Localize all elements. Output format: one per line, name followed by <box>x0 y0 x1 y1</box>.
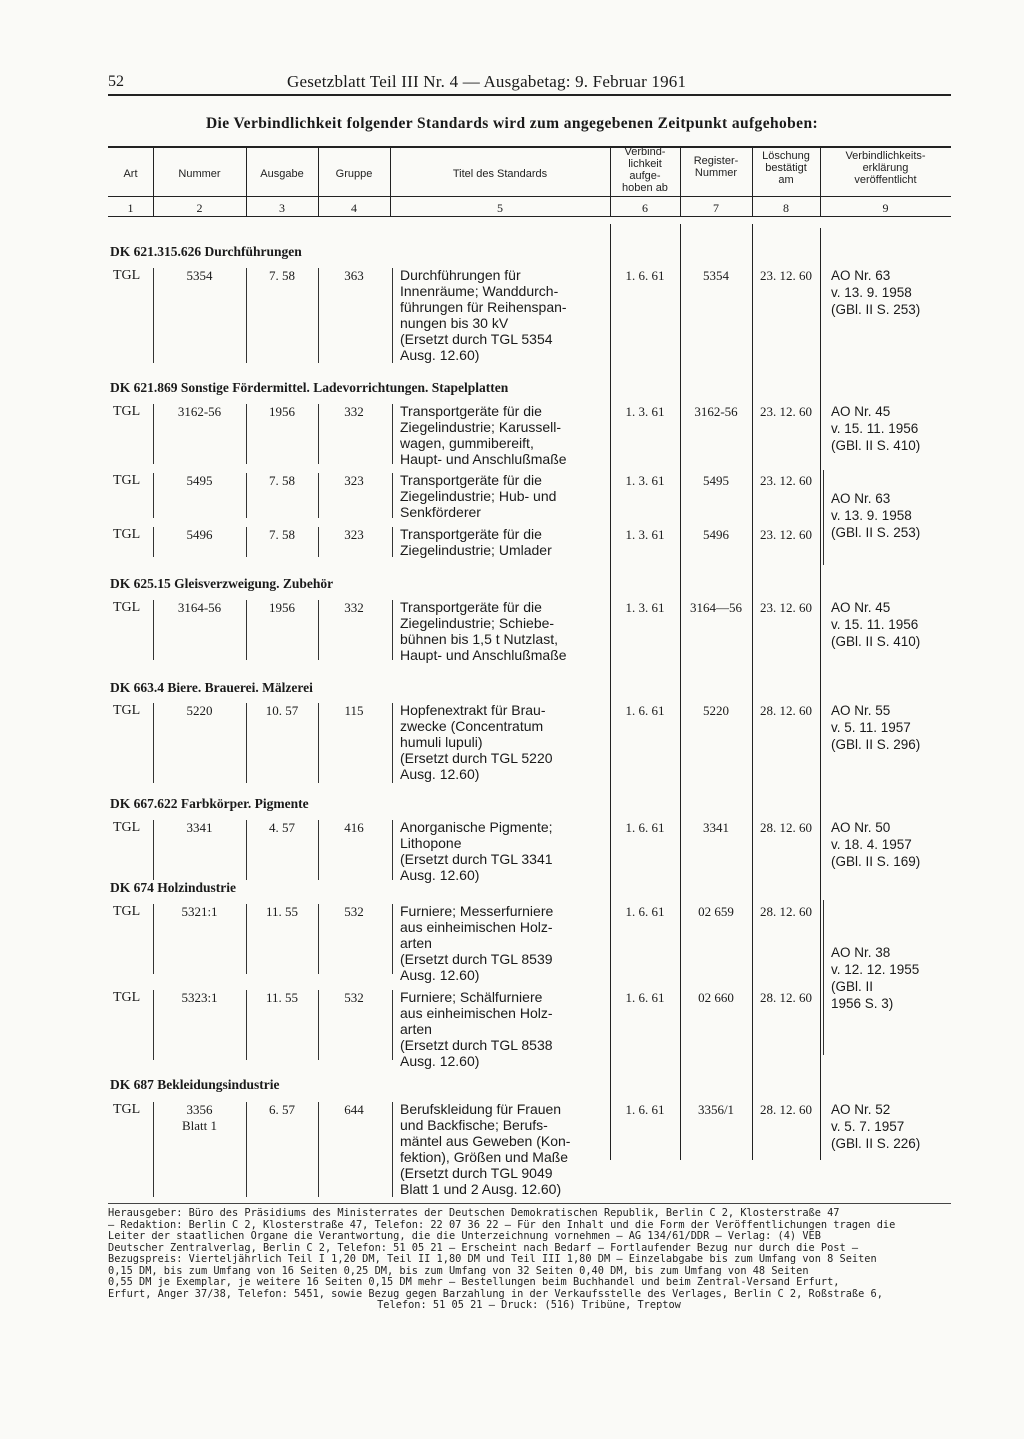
titel-line: Ausg. 12.60) <box>400 766 480 782</box>
row-divider <box>153 820 154 880</box>
cell-art: TGL <box>113 904 141 919</box>
row-divider <box>153 404 154 464</box>
titel-line: (Ersetzt durch TGL 8538 <box>400 1037 553 1053</box>
row-divider <box>246 268 247 363</box>
column-divider <box>820 228 821 1160</box>
titel-line: Transportgeräte für die <box>400 403 542 419</box>
publication-line: AO Nr. 63 <box>831 491 891 506</box>
row-divider <box>246 904 247 974</box>
row-divider <box>246 527 247 557</box>
cell-nummer: 5323:1 <box>181 990 218 1005</box>
table-top-rule <box>108 146 951 148</box>
row-divider <box>246 820 247 880</box>
column-header: Ausgabe <box>260 168 304 180</box>
cell-titel <box>400 702 553 782</box>
titel-line: (Ersetzt durch TGL 9049 <box>400 1165 553 1181</box>
titel-line: Ziegelindustrie; Umlader <box>400 542 552 558</box>
column-header: Art <box>123 168 138 180</box>
row-divider <box>392 1102 393 1197</box>
cell-register: 02 659 <box>698 904 734 919</box>
publication-line: v. 5. 7. 1957 <box>831 1119 905 1134</box>
footer-rule <box>108 1203 951 1204</box>
cell-art: TGL <box>113 473 141 488</box>
titel-line: (Ersetzt durch TGL 5220 <box>400 750 553 766</box>
titel-line: Senkförderer <box>400 504 481 520</box>
publication-line: AO Nr. 38 <box>831 945 891 960</box>
row-divider <box>318 268 319 363</box>
imprint-line: Herausgeber: Büro des Präsidiums des Ministerrates der Deutschen Demokratischen Republik, Berlin C 2, Klosterstraße 47 <box>108 1207 840 1219</box>
titel-line: Lithopone <box>400 835 462 851</box>
row-divider <box>246 1102 247 1197</box>
column-number: 6 <box>642 201 648 215</box>
cell-register: 5496 <box>703 527 729 542</box>
section-heading: DK 663.4 Biere. Brauerei. Mälzerei <box>110 680 313 695</box>
publication-line: (GBl. II S. 169) <box>831 854 921 869</box>
cell-titel <box>400 472 556 520</box>
row-divider <box>392 473 393 518</box>
titel-line: Ausg. 12.60) <box>400 1053 480 1069</box>
row-divider <box>318 703 319 783</box>
titel-line: und Backfische; Berufs- <box>400 1117 548 1133</box>
row-divider <box>392 904 393 974</box>
cell-nummer: 5354 <box>186 268 213 283</box>
cell-nummer: 5321:1 <box>181 904 218 919</box>
cell-nummer: 3341 <box>186 820 213 835</box>
row-divider <box>246 473 247 518</box>
cell-register: 02 660 <box>698 990 734 1005</box>
titel-line: Blatt 1 und 2 Ausg. 12.60) <box>400 1181 562 1197</box>
group-brace <box>823 900 829 1055</box>
imprint <box>108 1208 950 1312</box>
row-divider <box>392 703 393 783</box>
titel-line: nungen bis 30 kV <box>400 315 509 331</box>
cell-ausgabe: 10. 57 <box>265 703 299 718</box>
cell-titel <box>400 403 567 467</box>
row-divider <box>153 527 154 557</box>
cell-loeschung: 23. 12. 60 <box>760 404 812 419</box>
publication-line: (GBl. II S. 410) <box>831 438 921 453</box>
cell-ausgabe: 11. 55 <box>265 990 299 1005</box>
row-divider <box>153 473 154 518</box>
titel-line: humuli lupuli) <box>400 734 483 750</box>
row-divider <box>153 904 154 974</box>
cell-gruppe: 332 <box>344 600 364 615</box>
titel-line: Ausg. 12.60) <box>400 347 480 363</box>
cell-loeschung: 28. 12. 60 <box>760 820 812 835</box>
publication-line: (GBl. II <box>831 979 874 994</box>
titel-line: wagen, gummibereift, <box>400 435 534 451</box>
row-divider <box>318 904 319 974</box>
imprint-line: Telefon: 51 05 21 — Druck: (516) Tribüne, Treptow <box>377 1299 681 1311</box>
titel-line: führungen für Reihenspan- <box>400 299 567 315</box>
cell-veroeffentlicht <box>831 267 920 318</box>
imprint-line: — Redaktion: Berlin C 2, Klosterstraße 47, Telefon: 22 07 36 22 — Für den Inhalt und die Form der Veröffentlichungen tragen die <box>108 1218 896 1231</box>
titel-line: arten <box>400 935 432 951</box>
row-divider <box>318 473 319 518</box>
column-header: Verbindlichkeits- erklärung veröffentlicht <box>845 150 926 186</box>
cell-aufgehoben: 1. 3. 61 <box>625 473 665 488</box>
row-divider <box>318 990 319 1060</box>
publication-line: AO Nr. 52 <box>831 1102 891 1117</box>
cell-art: TGL <box>113 1102 141 1117</box>
row-divider <box>246 404 247 464</box>
row-divider <box>392 820 393 880</box>
column-header: Register- Nummer <box>693 155 739 179</box>
imprint-line: 0,15 DM, bis zum Umfang von 16 Seiten 0,25 DM, bis zum Umfang von 32 Seiten 0,40 DM, bis zum Umfang von 48 Seiten <box>108 1264 809 1277</box>
column-number: 7 <box>713 201 719 215</box>
column-divider <box>752 224 753 1160</box>
cell-nummer: 5220 <box>186 703 213 718</box>
publication-line: v. 13. 9. 1958 <box>831 508 912 523</box>
cell-ausgabe: 1956 <box>269 600 295 615</box>
publication-line: v. 5. 11. 1957 <box>831 720 911 735</box>
column-header: Gruppe <box>335 168 373 180</box>
cell-titel <box>400 1101 570 1197</box>
cell-register: 5220 <box>703 703 729 718</box>
cell-aufgehoben: 1. 6. 61 <box>625 990 665 1005</box>
cell-veroeffentlicht <box>831 819 920 870</box>
titel-line: (Ersetzt durch TGL 5354 <box>400 331 553 347</box>
column-number: 4 <box>351 201 357 215</box>
cell-veroeffentlicht <box>831 599 920 650</box>
row-divider <box>153 600 154 660</box>
row-divider <box>318 527 319 557</box>
row-divider <box>392 404 393 464</box>
section-heading: DK 687 Bekleidungsindustrie <box>110 1077 280 1092</box>
cell-gruppe: 532 <box>344 990 364 1005</box>
cell-aufgehoben: 1. 6. 61 <box>625 268 665 283</box>
header-rule <box>108 94 951 96</box>
titel-line: Hopfenextrakt für Brau- <box>400 702 546 718</box>
titel-line: bühnen bis 1,5 t Nutzlast, <box>400 631 558 647</box>
column-header: Verbind- lichkeit aufge- hoben ab <box>622 146 668 194</box>
publication-line: (GBl. II S. 410) <box>831 634 921 649</box>
titel-line: Innenräume; Wanddurch- <box>400 283 559 299</box>
cell-art: TGL <box>113 527 141 542</box>
table-number-rule <box>108 216 951 217</box>
cell-gruppe: 332 <box>344 404 364 419</box>
row-divider <box>246 990 247 1060</box>
imprint-line: Leiter der staatlichen Organe die Verantwortung, die die Unterzeichnung vornehmen — AG 134/61/DDR — Verlag: (4) VEB <box>108 1230 821 1242</box>
cell-aufgehoben: 1. 6. 61 <box>625 820 665 835</box>
publication-line: AO Nr. 50 <box>831 820 891 835</box>
publication-line: v. 15. 11. 1956 <box>831 421 919 436</box>
cell-nummer: 5495 <box>186 473 213 488</box>
row-divider <box>246 600 247 660</box>
cell-register: 3356/1 <box>697 1102 735 1117</box>
cell-loeschung: 23. 12. 60 <box>760 527 812 542</box>
titel-line: Ziegelindustrie; Hub- und <box>400 488 557 504</box>
cell-veroeffentlicht <box>831 702 920 753</box>
cell-register: 3162-56 <box>694 404 738 419</box>
publication-line: (GBl. II S. 226) <box>831 1136 921 1151</box>
grouped-publication <box>831 490 920 541</box>
cell-aufgehoben: 1. 6. 61 <box>625 904 665 919</box>
cell-nummer: 3162-56 <box>177 404 222 419</box>
column-number: 5 <box>497 201 503 215</box>
row-divider <box>318 820 319 880</box>
publication-line: (GBl. II S. 296) <box>831 737 921 752</box>
titel-line: Ausg. 12.60) <box>400 867 480 883</box>
row-divider <box>318 1102 319 1197</box>
cell-art: TGL <box>113 404 141 419</box>
cell-gruppe: 323 <box>344 527 364 542</box>
column-header: Löschung bestätigt am <box>762 150 810 186</box>
row-divider <box>153 268 154 363</box>
section-heading: DK 667.622 Farbkörper. Pigmente <box>110 796 309 811</box>
titel-line: Haupt- und Anschlußmaße <box>400 647 567 663</box>
imprint-line: Deutscher Zentralverlag, Berlin C 2, Telefon: 51 05 21 — Erscheint nach Bedarf — Fortlaufender Bezug nur durch die Post — <box>108 1241 859 1254</box>
imprint-line: Erfurt, Anger 37/38, Telefon: 5451, sowie Bezug gegen Barzahlung in der Verkaufsstelle des Verlages, Berlin C 2, Roßstraße 6, <box>108 1287 883 1300</box>
row-divider <box>318 600 319 660</box>
publication-line: (GBl. II S. 253) <box>831 302 921 317</box>
cell-art: TGL <box>113 703 141 718</box>
titel-line: aus einheimischen Holz- <box>400 919 553 935</box>
row-divider <box>153 703 154 783</box>
cell-register: 5495 <box>703 473 729 488</box>
publication-line: AO Nr. 63 <box>831 268 891 283</box>
cell-nummer: 3356 <box>186 1102 213 1117</box>
section-heading: DK 674 Holzindustrie <box>110 880 237 895</box>
titel-line: (Ersetzt durch TGL 8539 <box>400 951 553 967</box>
row-divider <box>392 990 393 1060</box>
section-heading: DK 621.869 Sonstige Fördermittel. Ladevorrichtungen. Stapelplatten <box>110 380 509 395</box>
cell-nummer: 3164-56 <box>177 600 222 615</box>
cell-gruppe: 363 <box>344 268 364 283</box>
publication-line: AO Nr. 55 <box>831 703 891 718</box>
cell-gruppe: 532 <box>344 904 364 919</box>
cell-art: TGL <box>113 600 141 615</box>
cell-nummer: 5496 <box>186 527 213 542</box>
titel-line: Ausg. 12.60) <box>400 967 480 983</box>
titel-line: (Ersetzt durch TGL 3341 <box>400 851 553 867</box>
imprint-line: Bezugspreis: Vierteljährlich Teil I 1,20 DM, Teil II 1,80 DM und Teil III 1,80 DM — Einzelabgabe bis zum Umfang von 8 Seiten <box>108 1253 877 1265</box>
cell-veroeffentlicht <box>831 1101 920 1152</box>
cell-register: 5354 <box>703 268 729 283</box>
cell-register: 3341 <box>703 820 729 835</box>
titel-line: Ziegelindustrie; Schiebe- <box>400 615 555 631</box>
column-number: 9 <box>882 201 889 215</box>
column-number: 3 <box>279 201 285 215</box>
cell-aufgehoben: 1. 6. 61 <box>625 1102 665 1117</box>
titel-line: Durchführungen für <box>400 267 521 283</box>
table-header-rule <box>108 196 951 197</box>
section-heading: DK 621.315.626 Durchführungen <box>110 244 302 259</box>
publication-line: (GBl. II S. 253) <box>831 525 921 540</box>
column-divider <box>680 224 681 1160</box>
cell-titel <box>400 989 553 1069</box>
cell-ausgabe: 7. 58 <box>269 473 295 488</box>
row-divider <box>392 600 393 660</box>
cell-titel <box>400 903 553 983</box>
cell-art: TGL <box>113 820 141 835</box>
cell-ausgabe: 6. 57 <box>269 1102 295 1117</box>
cell-ausgabe: 4. 57 <box>269 820 295 835</box>
row-divider <box>318 404 319 464</box>
cell-aufgehoben: 1. 6. 61 <box>625 703 665 718</box>
section-heading: DK 625.15 Gleisverzweigung. Zubehör <box>110 576 334 591</box>
column-header: Titel des Standards <box>452 168 548 180</box>
titel-line: Anorganische Pigmente; <box>400 819 553 835</box>
titel-line: Transportgeräte für die <box>400 599 542 615</box>
cell-nummer-blatt: Blatt 1 <box>181 1118 218 1133</box>
publication-line: v. 18. 4. 1957 <box>831 837 912 852</box>
table-caption: Die Verbindlichkeit folgender Standards wird zum angegebenen Zeitpunkt aufgehoben: <box>205 115 819 132</box>
cell-art: TGL <box>113 990 141 1005</box>
titel-line: Berufskleidung für Frauen <box>400 1101 562 1117</box>
publication-line: 1956 S. 3) <box>831 996 894 1011</box>
cell-aufgehoben: 1. 3. 61 <box>625 527 665 542</box>
cell-ausgabe: 11. 55 <box>265 904 299 919</box>
cell-loeschung: 28. 12. 60 <box>760 703 812 718</box>
row-divider <box>153 990 154 1060</box>
running-title: Gesetzblatt Teil III Nr. 4 — Ausgabetag: 9. Februar 1961 <box>287 72 687 91</box>
publication-line: v. 12. 12. 1955 <box>831 962 920 977</box>
cell-gruppe: 323 <box>344 473 364 488</box>
titel-line: mäntel aus Geweben (Kon- <box>400 1133 571 1149</box>
column-number: 1 <box>127 201 134 215</box>
publication-line: v. 13. 9. 1958 <box>831 285 912 300</box>
titel-line: aus einheimischen Holz- <box>400 1005 553 1021</box>
cell-gruppe: 115 <box>344 703 364 718</box>
publication-line: AO Nr. 45 <box>831 404 891 419</box>
cell-ausgabe: 7. 58 <box>269 527 295 542</box>
publication-line: v. 15. 11. 1956 <box>831 617 919 632</box>
cell-loeschung: 28. 12. 60 <box>760 904 812 919</box>
cell-ausgabe: 7. 58 <box>269 268 295 283</box>
row-divider <box>392 527 393 557</box>
titel-line: Ziegelindustrie; Karussell- <box>400 419 562 435</box>
column-header: Nummer <box>178 168 221 180</box>
publication-line: AO Nr. 45 <box>831 600 891 615</box>
titel-line: Transportgeräte für die <box>400 526 542 542</box>
row-divider <box>153 1102 154 1197</box>
cell-loeschung: 23. 12. 60 <box>760 600 812 615</box>
cell-gruppe: 644 <box>344 1102 364 1117</box>
cell-ausgabe: 1956 <box>269 404 295 419</box>
cell-register: 3164—56 <box>690 600 742 615</box>
cell-loeschung: 28. 12. 60 <box>760 1102 812 1117</box>
column-number: 2 <box>196 201 203 215</box>
column-divider <box>610 224 611 1160</box>
cell-titel <box>400 267 567 363</box>
cell-loeschung: 23. 12. 60 <box>760 473 812 488</box>
titel-line: zwecke (Concentratum <box>400 718 544 734</box>
imprint-line: 0,55 DM je Exemplar, je weitere 16 Seiten 0,15 DM mehr — Bestellungen beim Buchhandel und beim Zentral-Versand Erfurt, <box>108 1276 840 1288</box>
titel-line: Furniere; Schälfurniere <box>400 989 543 1005</box>
titel-line: Transportgeräte für die <box>400 472 542 488</box>
cell-loeschung: 23. 12. 60 <box>760 268 812 283</box>
row-divider <box>246 703 247 783</box>
titel-line: Furniere; Messerfurniere <box>400 903 554 919</box>
titel-line: fektion), Größen und Maße <box>400 1149 569 1165</box>
grouped-publication <box>831 944 919 1012</box>
cell-aufgehoben: 1. 3. 61 <box>625 404 665 419</box>
cell-veroeffentlicht <box>831 403 920 454</box>
cell-art: TGL <box>113 268 141 283</box>
column-number: 8 <box>783 201 789 215</box>
cell-titel <box>400 526 552 558</box>
row-divider <box>392 268 393 363</box>
cell-titel <box>400 819 553 883</box>
cell-gruppe: 416 <box>344 820 364 835</box>
page-number: 52 <box>108 73 124 90</box>
cell-aufgehoben: 1. 3. 61 <box>625 600 665 615</box>
titel-line: arten <box>400 1021 432 1037</box>
titel-line: Haupt- und Anschlußmaße <box>400 451 567 467</box>
cell-loeschung: 28. 12. 60 <box>760 990 812 1005</box>
cell-titel <box>400 599 567 663</box>
group-brace <box>823 470 829 565</box>
